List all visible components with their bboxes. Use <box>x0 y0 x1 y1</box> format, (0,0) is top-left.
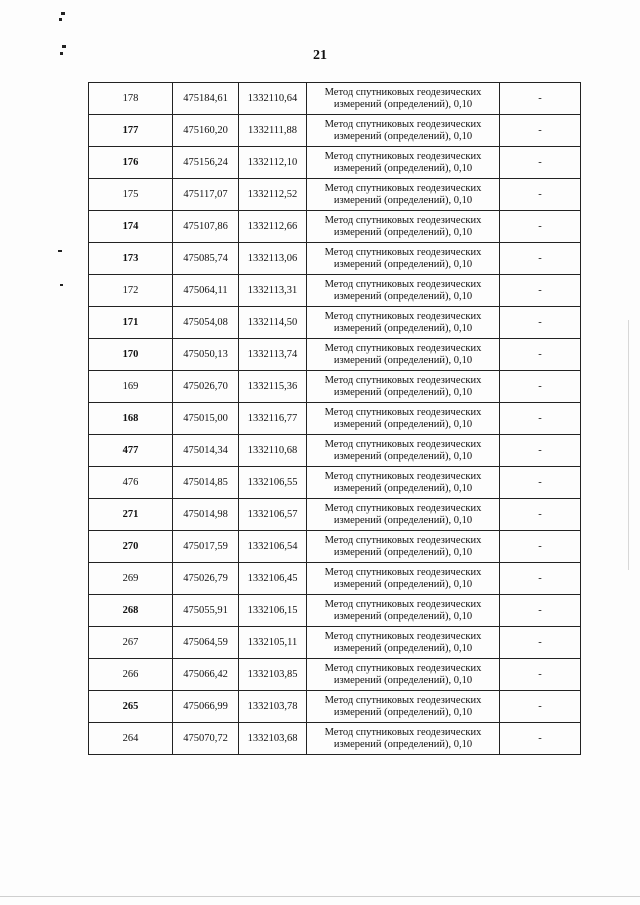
note-cell: - <box>500 307 581 339</box>
method-line-1: Метод спутниковых геодезических <box>324 726 482 738</box>
method-line-1: Метод спутниковых геодезических <box>324 694 482 706</box>
note-cell: - <box>500 563 581 595</box>
y-coordinate-cell: 1332113,74 <box>239 339 307 371</box>
x-coordinate-cell: 475026,70 <box>173 371 239 403</box>
method-line-2: измерений (определений), 0,10 <box>333 194 473 206</box>
method-line-1: Метод спутниковых геодезических <box>324 214 482 226</box>
method-line-1: Метод спутниковых геодезических <box>324 662 482 674</box>
x-coordinate-cell: 475107,86 <box>173 211 239 243</box>
point-number-cell: 172 <box>89 275 173 307</box>
method-cell <box>307 595 500 627</box>
y-coordinate-cell: 1332103,85 <box>239 659 307 691</box>
method-line-1: Метод спутниковых геодезических <box>324 86 482 98</box>
method-line-1: Метод спутниковых геодезических <box>324 118 482 130</box>
note-cell: - <box>500 179 581 211</box>
table-row <box>89 467 581 499</box>
scan-mark <box>58 250 62 252</box>
x-coordinate-cell: 475014,34 <box>173 435 239 467</box>
point-number-cell: 264 <box>89 723 173 755</box>
method-line-2: измерений (определений), 0,10 <box>333 418 473 430</box>
method-line-2: измерений (определений), 0,10 <box>333 386 473 398</box>
note-cell: - <box>500 659 581 691</box>
scan-mark <box>59 18 62 21</box>
method-line-2: измерений (определений), 0,10 <box>333 738 473 750</box>
x-coordinate-cell: 475184,61 <box>173 83 239 115</box>
x-coordinate-cell: 475015,00 <box>173 403 239 435</box>
table-row <box>89 627 581 659</box>
x-coordinate-cell: 475026,79 <box>173 563 239 595</box>
point-number-cell: 477 <box>89 435 173 467</box>
y-coordinate-cell: 1332116,77 <box>239 403 307 435</box>
x-coordinate-cell: 475055,91 <box>173 595 239 627</box>
method-line-1: Метод спутниковых геодезических <box>324 470 482 482</box>
note-cell: - <box>500 211 581 243</box>
note-cell: - <box>500 627 581 659</box>
note-cell: - <box>500 435 581 467</box>
method-line-1: Метод спутниковых геодезических <box>324 246 482 258</box>
scan-edge-line <box>628 320 629 570</box>
table-row <box>89 563 581 595</box>
x-coordinate-cell: 475064,11 <box>173 275 239 307</box>
point-number-cell: 265 <box>89 691 173 723</box>
x-coordinate-cell: 475014,85 <box>173 467 239 499</box>
x-coordinate-cell: 475156,24 <box>173 147 239 179</box>
point-number-cell: 271 <box>89 499 173 531</box>
method-cell <box>307 499 500 531</box>
table-row <box>89 435 581 467</box>
note-cell: - <box>500 403 581 435</box>
note-cell: - <box>500 83 581 115</box>
table-row <box>89 275 581 307</box>
note-cell: - <box>500 339 581 371</box>
y-coordinate-cell: 1332110,64 <box>239 83 307 115</box>
y-coordinate-cell: 1332110,68 <box>239 435 307 467</box>
point-number-cell: 171 <box>89 307 173 339</box>
method-line-2: измерений (определений), 0,10 <box>333 482 473 494</box>
y-coordinate-cell: 1332103,78 <box>239 691 307 723</box>
point-number-cell: 169 <box>89 371 173 403</box>
x-coordinate-cell: 475050,13 <box>173 339 239 371</box>
table-row <box>89 339 581 371</box>
y-coordinate-cell: 1332112,10 <box>239 147 307 179</box>
method-line-1: Метод спутниковых геодезических <box>324 630 482 642</box>
x-coordinate-cell: 475017,59 <box>173 531 239 563</box>
point-number-cell: 170 <box>89 339 173 371</box>
y-coordinate-cell: 1332114,50 <box>239 307 307 339</box>
method-line-1: Метод спутниковых геодезических <box>324 534 482 546</box>
method-line-1: Метод спутниковых геодезических <box>324 150 482 162</box>
point-number-cell: 174 <box>89 211 173 243</box>
method-line-2: измерений (определений), 0,10 <box>333 258 473 270</box>
x-coordinate-cell: 475085,74 <box>173 243 239 275</box>
point-number-cell: 266 <box>89 659 173 691</box>
method-cell <box>307 563 500 595</box>
note-cell: - <box>500 499 581 531</box>
page-number: 21 <box>313 48 327 63</box>
coordinates-table-body <box>89 83 581 755</box>
table-row <box>89 211 581 243</box>
x-coordinate-cell: 475070,72 <box>173 723 239 755</box>
point-number-cell: 268 <box>89 595 173 627</box>
point-number-cell: 177 <box>89 115 173 147</box>
method-cell <box>307 275 500 307</box>
method-line-2: измерений (определений), 0,10 <box>333 546 473 558</box>
method-line-1: Метод спутниковых геодезических <box>324 406 482 418</box>
page-bottom-edge <box>0 896 640 897</box>
method-line-1: Метод спутниковых геодезических <box>324 598 482 610</box>
method-line-2: измерений (определений), 0,10 <box>333 290 473 302</box>
point-number-cell: 476 <box>89 467 173 499</box>
note-cell: - <box>500 147 581 179</box>
y-coordinate-cell: 1332115,36 <box>239 371 307 403</box>
y-coordinate-cell: 1332106,15 <box>239 595 307 627</box>
note-cell: - <box>500 467 581 499</box>
x-coordinate-cell: 475066,99 <box>173 691 239 723</box>
x-coordinate-cell: 475064,59 <box>173 627 239 659</box>
y-coordinate-cell: 1332106,57 <box>239 499 307 531</box>
table-row <box>89 403 581 435</box>
method-cell <box>307 659 500 691</box>
method-cell <box>307 307 500 339</box>
note-cell: - <box>500 115 581 147</box>
method-line-1: Метод спутниковых геодезических <box>324 342 482 354</box>
table-row <box>89 371 581 403</box>
table-row <box>89 115 581 147</box>
method-line-2: измерений (определений), 0,10 <box>333 130 473 142</box>
note-cell: - <box>500 371 581 403</box>
method-cell <box>307 371 500 403</box>
method-cell <box>307 339 500 371</box>
y-coordinate-cell: 1332111,88 <box>239 115 307 147</box>
table-row <box>89 307 581 339</box>
coordinates-table <box>88 82 581 755</box>
point-number-cell: 175 <box>89 179 173 211</box>
method-cell <box>307 403 500 435</box>
method-line-1: Метод спутниковых геодезических <box>324 182 482 194</box>
x-coordinate-cell: 475054,08 <box>173 307 239 339</box>
method-line-2: измерений (определений), 0,10 <box>333 514 473 526</box>
table-row <box>89 83 581 115</box>
table-row <box>89 499 581 531</box>
table-row <box>89 723 581 755</box>
y-coordinate-cell: 1332113,31 <box>239 275 307 307</box>
method-cell <box>307 435 500 467</box>
method-line-2: измерений (определений), 0,10 <box>333 322 473 334</box>
method-line-2: измерений (определений), 0,10 <box>333 706 473 718</box>
method-line-2: измерений (определений), 0,10 <box>333 450 473 462</box>
table-row <box>89 595 581 627</box>
method-cell <box>307 243 500 275</box>
method-line-2: измерений (определений), 0,10 <box>333 98 473 110</box>
method-line-1: Метод спутниковых геодезических <box>324 502 482 514</box>
point-number-cell: 173 <box>89 243 173 275</box>
table-row <box>89 659 581 691</box>
method-cell <box>307 211 500 243</box>
note-cell: - <box>500 275 581 307</box>
method-cell <box>307 467 500 499</box>
x-coordinate-cell: 475014,98 <box>173 499 239 531</box>
method-line-2: измерений (определений), 0,10 <box>333 674 473 686</box>
point-number-cell: 270 <box>89 531 173 563</box>
table-row <box>89 691 581 723</box>
y-coordinate-cell: 1332112,66 <box>239 211 307 243</box>
method-cell <box>307 147 500 179</box>
x-coordinate-cell: 475160,20 <box>173 115 239 147</box>
y-coordinate-cell: 1332103,68 <box>239 723 307 755</box>
scan-mark <box>60 284 63 286</box>
method-line-1: Метод спутниковых геодезических <box>324 438 482 450</box>
scan-mark <box>61 12 65 15</box>
method-line-2: измерений (определений), 0,10 <box>333 162 473 174</box>
method-cell <box>307 531 500 563</box>
note-cell: - <box>500 723 581 755</box>
table-row <box>89 243 581 275</box>
method-line-1: Метод спутниковых геодезических <box>324 310 482 322</box>
method-line-2: измерений (определений), 0,10 <box>333 354 473 366</box>
point-number-cell: 176 <box>89 147 173 179</box>
x-coordinate-cell: 475066,42 <box>173 659 239 691</box>
method-cell <box>307 83 500 115</box>
table-row <box>89 179 581 211</box>
note-cell: - <box>500 595 581 627</box>
method-cell <box>307 627 500 659</box>
y-coordinate-cell: 1332106,54 <box>239 531 307 563</box>
point-number-cell: 168 <box>89 403 173 435</box>
method-line-2: измерений (определений), 0,10 <box>333 642 473 654</box>
method-cell <box>307 115 500 147</box>
point-number-cell: 267 <box>89 627 173 659</box>
point-number-cell: 269 <box>89 563 173 595</box>
note-cell: - <box>500 531 581 563</box>
method-line-2: измерений (определений), 0,10 <box>333 610 473 622</box>
y-coordinate-cell: 1332105,11 <box>239 627 307 659</box>
method-cell <box>307 691 500 723</box>
method-cell <box>307 723 500 755</box>
note-cell: - <box>500 243 581 275</box>
method-line-2: измерений (определений), 0,10 <box>333 226 473 238</box>
y-coordinate-cell: 1332106,55 <box>239 467 307 499</box>
x-coordinate-cell: 475117,07 <box>173 179 239 211</box>
method-line-1: Метод спутниковых геодезических <box>324 566 482 578</box>
point-number-cell: 178 <box>89 83 173 115</box>
y-coordinate-cell: 1332113,06 <box>239 243 307 275</box>
method-line-1: Метод спутниковых геодезических <box>324 374 482 386</box>
note-cell: - <box>500 691 581 723</box>
table-row <box>89 147 581 179</box>
y-coordinate-cell: 1332112,52 <box>239 179 307 211</box>
table-row <box>89 531 581 563</box>
method-cell <box>307 179 500 211</box>
y-coordinate-cell: 1332106,45 <box>239 563 307 595</box>
method-line-1: Метод спутниковых геодезических <box>324 278 482 290</box>
method-line-2: измерений (определений), 0,10 <box>333 578 473 590</box>
